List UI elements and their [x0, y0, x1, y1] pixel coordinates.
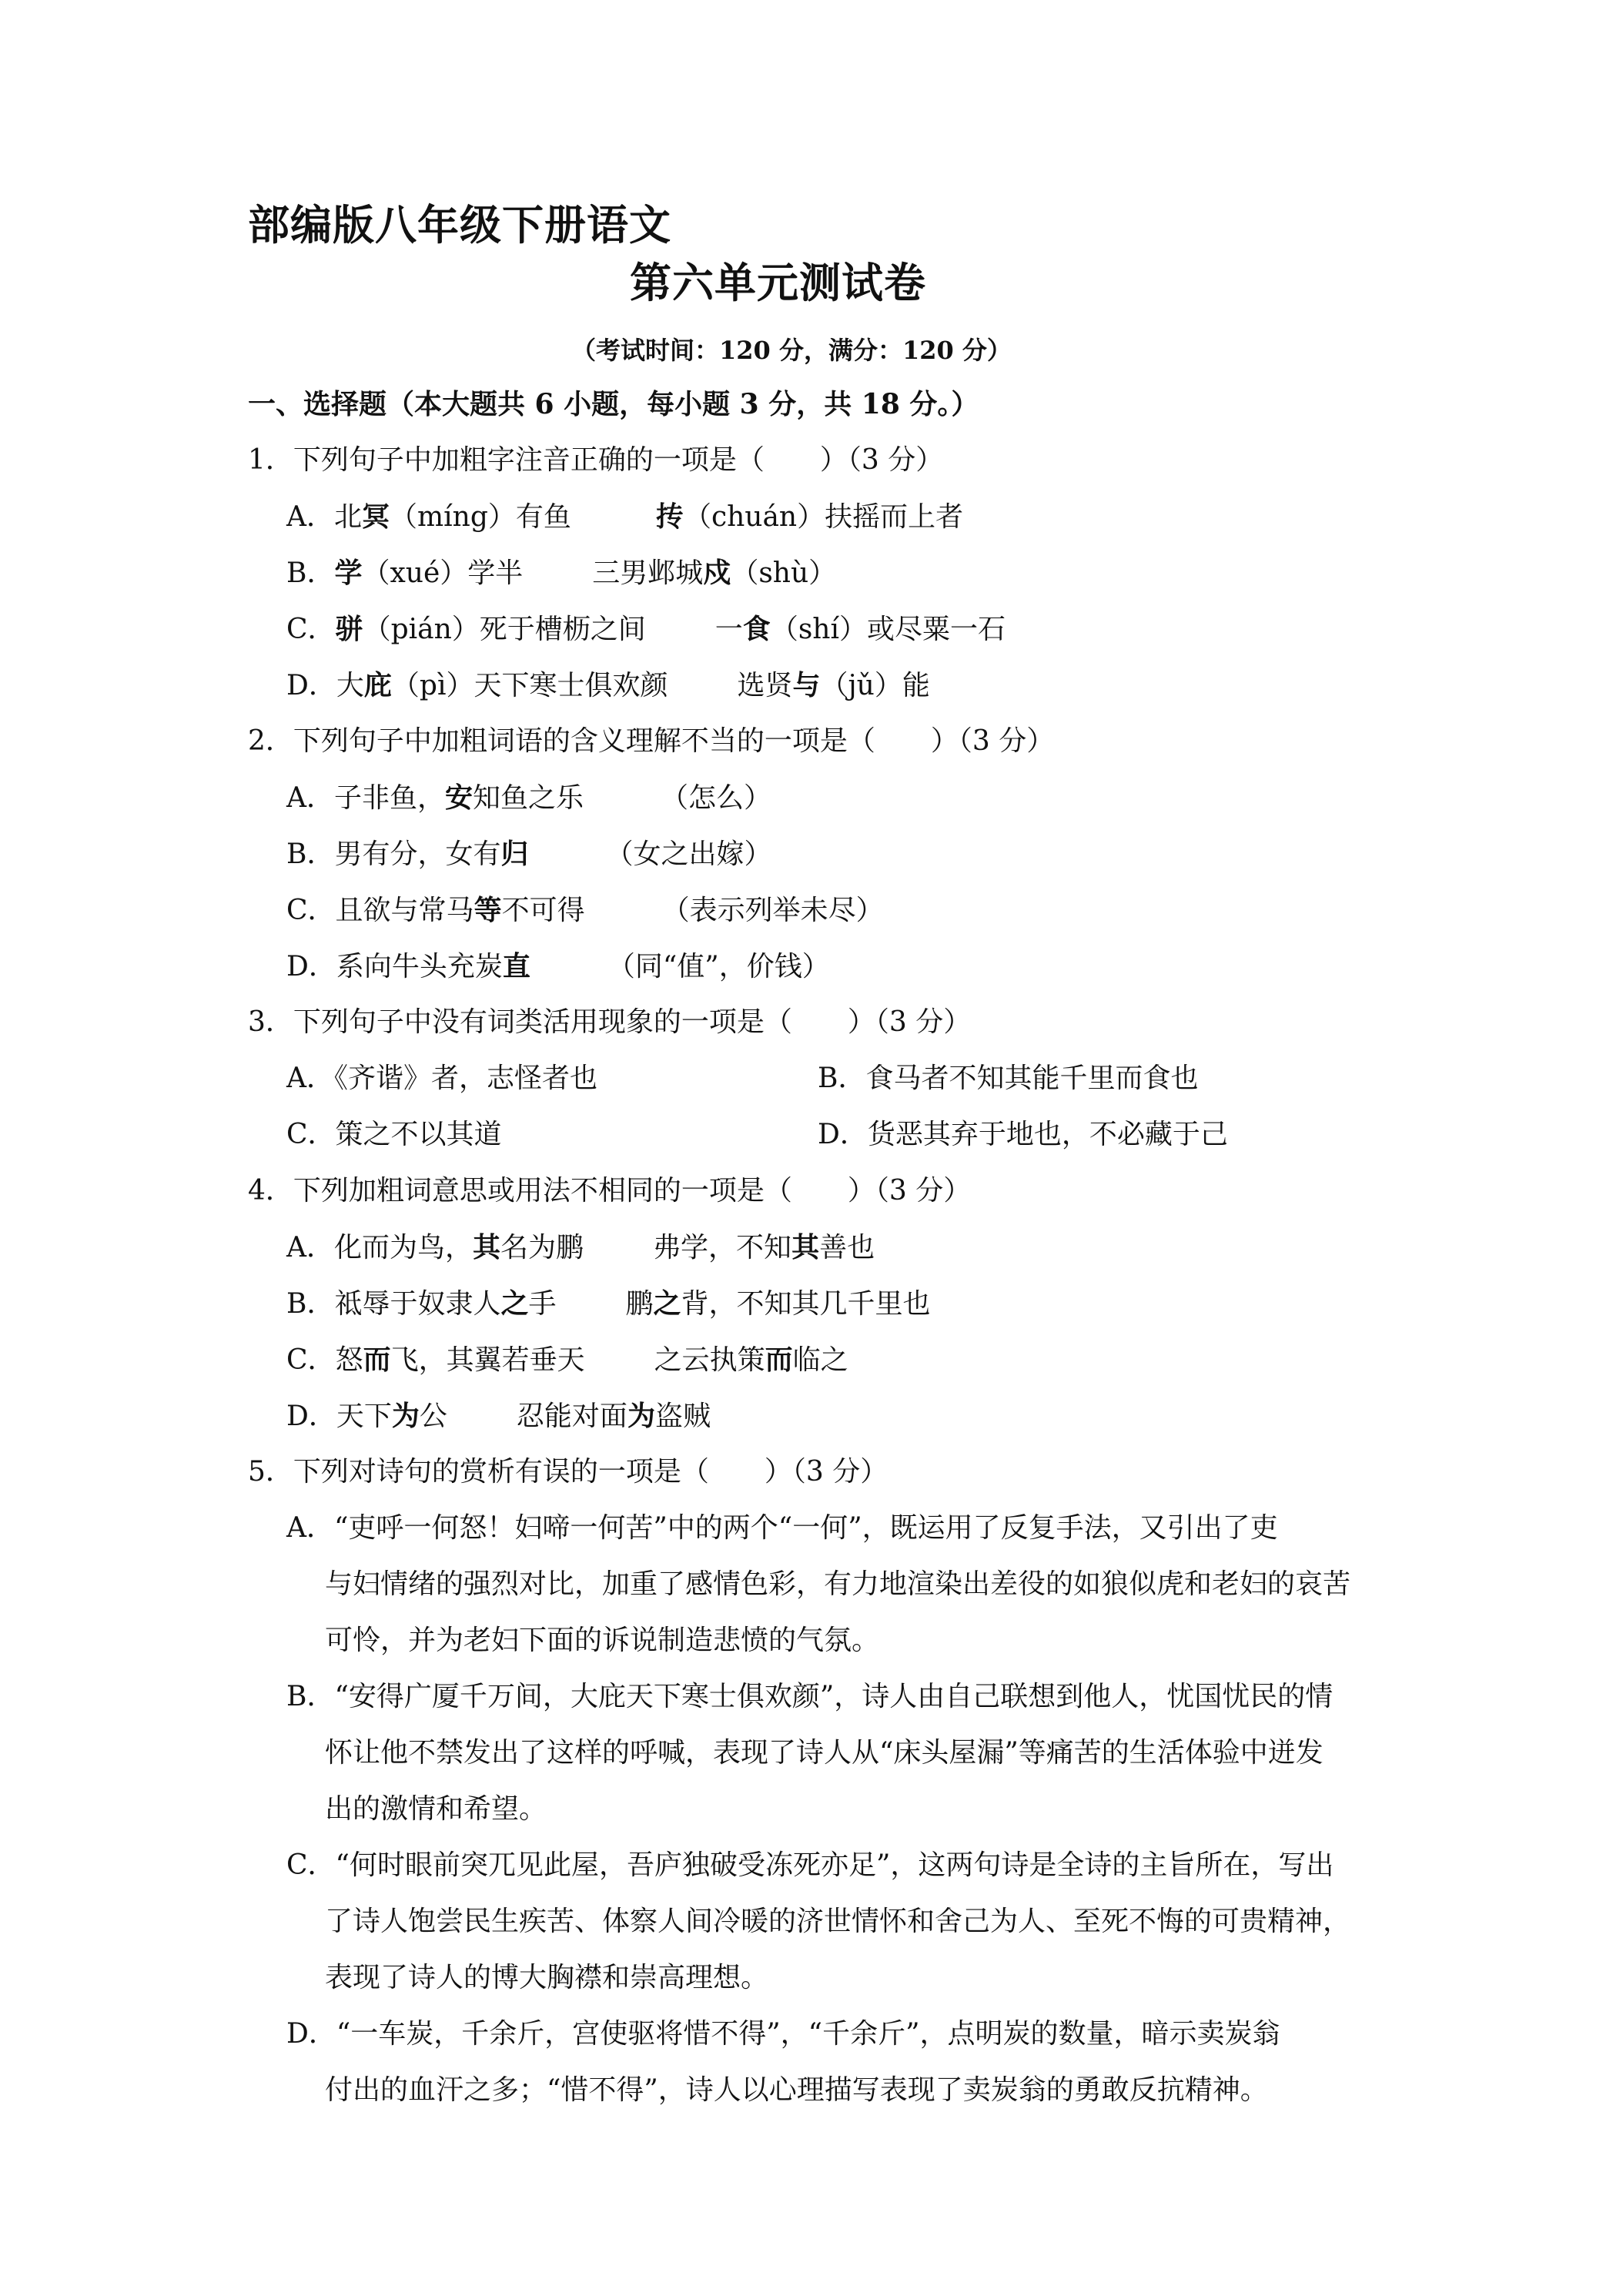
q5-option-a-line-3: 可怜，并为老妇下面的诉说制造悲愤的气氛。: [325, 1625, 880, 1656]
q1-option-d: D．大庇（pì）天下寒士俱欢颜 选贤与（jǔ）能: [286, 669, 930, 701]
q4-option-c: C．怒而飞，其翼若垂天 之云执策而临之: [286, 1344, 848, 1376]
q2-option-d: D．系向牛头充炭直 （同“值”，价钱）: [286, 950, 830, 982]
q5-option-b-line-3: 出的激情和希望。: [325, 1793, 547, 1825]
q1-option-c: C．骈（pián）死于槽枥之间 一食（shí）或尽粟一石: [286, 613, 1006, 645]
q2-option-c: C．且欲与常马等不可得 （表示列举未尽）: [286, 894, 884, 926]
section-heading: 一、选择题（本大题共 6 小题，每小题 3 分，共 18 分。）: [248, 388, 979, 420]
q2-option-b: B．男有分，女有归 （女之出嫁）: [286, 838, 772, 870]
q1-option-b: B．学（xué）学半 三男邺城戍（shù）: [286, 557, 837, 589]
q5-option-b-line-2: 怀让他不禁发出了这样的呼喊，表现了诗人从“床头屋漏”等痛苦的生活体验中迸发: [325, 1737, 1323, 1769]
q4-stem: 4．下列加粗词意思或用法不相同的一项是（ ）（3 分）: [248, 1175, 972, 1207]
q4-option-b: B．祗辱于奴隶人之手 鹏之背，不知其几千里也: [286, 1287, 931, 1320]
q5-option-c-line-2: 了诗人饱尝民生疾苦、体察人间冷暖的济世情怀和舍己为人、至死不悔的可贵精神，: [325, 1906, 1351, 1937]
q5-stem: 5．下列对诗句的赏析有误的一项是（ ）（3 分）: [248, 1456, 888, 1488]
q3-stem: 3．下列句子中没有词类活用现象的一项是（ ）（3 分）: [248, 1006, 972, 1038]
q3-option-d: D．货恶其弃于地也，不必藏于己: [818, 1119, 1228, 1150]
q3-option-c: C．策之不以其道: [286, 1119, 502, 1150]
q5-option-a-line-2: 与妇情绪的强烈对比，加重了感情色彩，有力地渲染出差役的如狼似虎和老妇的哀苦: [325, 1568, 1351, 1600]
title-line-1: 部编版八年级下册语文: [248, 200, 671, 249]
q3-option-b: B．食马者不知其能千里而食也: [818, 1063, 1199, 1094]
q5-option-d-line-2: 付出的血汗之多；“惜不得”，诗人以心理描写表现了卖炭翁的勇敢反抗精神。: [325, 2074, 1268, 2106]
q5-option-d-line-1: D．“一车炭，千余斤，宫使驱将惜不得”，“千余斤”，点明炭的数量，暗示卖炭翁: [286, 2018, 1280, 2050]
title-line-2: 第六单元测试卷: [630, 258, 926, 307]
q2-option-a: A．子非鱼，安知鱼之乐 （怎么）: [286, 782, 772, 814]
q5-option-c-line-3: 表现了诗人的博大胸襟和崇高理想。: [325, 1962, 769, 1993]
q4-option-a: A．化而为鸟，其名为鹏 弗学，不知其善也: [286, 1231, 875, 1263]
exam-info: （考试时间：120 分，满分：120 分）: [571, 336, 1012, 365]
q4-option-d: D．天下为公 忍能对面为盗贼: [286, 1400, 711, 1432]
q5-option-a-line-1: A．“吏呼一何怒！妇啼一何苦”中的两个“一何”，既运用了反复手法，又引出了吏: [286, 1512, 1278, 1544]
q5-option-b-line-1: B．“安得广厦千万间，大庇天下寒士俱欢颜”，诗人由自己联想到他人，忧国忧民的情: [286, 1681, 1334, 1712]
q5-option-c-line-1: C．“何时眼前突兀见此屋，吾庐独破受冻死亦足”，这两句诗是全诗的主旨所在，写出: [286, 1849, 1334, 1881]
q1-option-a: A．北冥（míng）有鱼 抟（chuán）扶摇而上者: [286, 500, 964, 533]
q1-stem: 1．下列句子中加粗字注音正确的一项是（ ）（3 分）: [248, 444, 944, 476]
q3-option-a: A．《齐谐》者，志怪者也: [286, 1063, 597, 1094]
q2-stem: 2．下列句子中加粗词语的含义理解不当的一项是（ ）（3 分）: [248, 725, 1055, 757]
